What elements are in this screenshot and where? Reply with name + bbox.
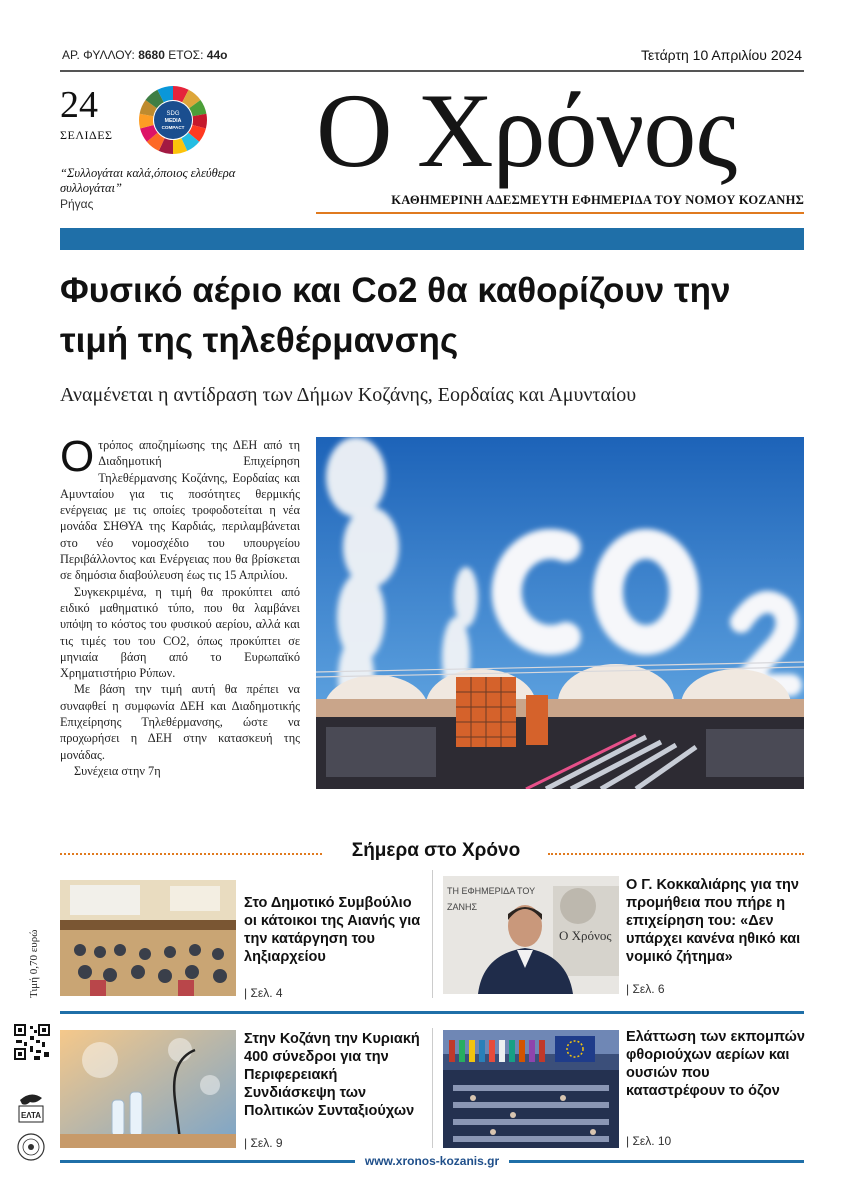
story-2-text[interactable]: Ο Γ. Κοκκαλιάρης για την προμήθεια που πήρε η επιχείρηση του: «Δεν υπάρχει κανένα ηθικό και νομικό ζήτημα» xyxy=(626,877,801,965)
story-3-text[interactable]: Στην Κοζάνη την Κυριακή 400 σύνεδροι για την Περιφερειακή Συνδιάσκεψη των Πολιτικών Συνταξιούχων xyxy=(244,1031,420,1119)
press-seal-icon xyxy=(16,1132,46,1162)
drop-cap: Ο xyxy=(60,432,95,481)
price-text: Τιμή 0,70 ευρώ xyxy=(28,929,40,998)
photo2-caption-2: ΖΑΝΗΣ xyxy=(447,902,478,912)
paragraph-1: τρόπος αποζημίωσης της ΔΕΗ από τη Διαδημοτική Επιχείρηση Τηλεθέρμανσης Κοζάνης, Εορδαίας και Αμυνταίου για τις ποσότητες θερμικής ενέργειας με τις οποίες τροφοδοτείται η νέα μονάδα ΣΗΘΥΑ της Καρδιάς, περιλαμβάνεται στο νέο νομοσχέδιο του υπουργείου Περιβάλλοντος και Ενέργειας που θα βρίσκεται σε δημόσια διαβούλευση έως τις 15 Απριλίου. xyxy=(60,438,300,583)
lead-image xyxy=(316,437,804,789)
continued-note: Συνέχεια στην 7η xyxy=(74,763,161,778)
footer-website[interactable] xyxy=(60,1154,804,1168)
orange-rule xyxy=(316,212,804,214)
story-1-text[interactable]: Στο Δημοτικό Συμβούλιο οι κάτοικοι της Αιανής για την κατάργηση του ληξιαρχείου xyxy=(244,895,421,965)
year-label: ΕΤΟΣ: xyxy=(168,48,204,62)
lead-subheadline: Αναμένεται η αντίδραση των Δήμων Κοζάνης, Εορδαίας και Αμυνταίου xyxy=(60,384,637,406)
story-4-thumbnail[interactable] xyxy=(443,1030,619,1148)
section-dotted-rule-left xyxy=(60,853,322,855)
pages-label: ΣΕΛΙΔΕΣ xyxy=(60,128,113,142)
issue-label: ΑΡ. ΦΥΛΛΟΥ: xyxy=(62,48,135,62)
quote-author: Ρήγας xyxy=(60,197,94,211)
story-3-page: | Σελ. 9 xyxy=(244,1136,283,1150)
section-dotted-rule-right xyxy=(548,853,804,855)
newspaper-title: Ο Χρόνος xyxy=(316,72,737,189)
svg-text:SDG: SDG xyxy=(166,111,180,117)
svg-text:COMPACT: COMPACT xyxy=(161,125,185,130)
story-4-text[interactable]: Ελάττωση των εκπομπών φθοριούχων αερίων και ουσιών που καταστρέφουν το όζον xyxy=(626,1029,805,1099)
pages-number: 24 xyxy=(60,84,98,126)
blue-band xyxy=(60,228,804,250)
story-4-page: | Σελ. 10 xyxy=(626,1134,672,1148)
issue-date: Τετάρτη 10 Απριλίου 2024 xyxy=(641,47,802,63)
paragraph-2: Συγκεκριμένα, η τιμή θα προκύπτει από ειδικό μαθηματικό τύπο, που θα λαμβάνει υπόψη το κόστος του φυσικού αερίου, αλλά και τις τιμές του του CO2, όπως προκύπτει σε μηνιαία βάση από το Ευρωπαϊκό Χρηματιστήριο Ρύπων. xyxy=(60,584,300,681)
issue-number: 8680 xyxy=(138,48,165,62)
sdg-logo-icon xyxy=(137,84,209,156)
today-section-title: Σήμερα στο Χρόνο xyxy=(351,840,521,861)
masthead-quote: “Συλλογάται καλά,όποιος ελεύθερα συλλογάται” xyxy=(60,166,236,195)
paragraph-3: Με βάση την τιμή αυτή θα πρέπει να συναφθεί η συμφωνία ΔΕΗ και Διαδημοτικής Επιχείρησης Τηλεθέρμανσης, ώστε να προχωρήσει η ΔΕΗ στην κατασκευή της μονάδας. xyxy=(60,682,300,762)
newspaper-tagline: ΚΑΘΗΜΕΡΙΝΗ ΑΔΕΣΜΕΥΤΗ ΕΦΗΜΕΡΙΔΑ ΤΟΥ ΝΟΜΟΥ ΚΟΖΑΝΗΣ xyxy=(391,193,804,207)
website-link[interactable]: www.xronos-kozanis.gr xyxy=(355,1154,509,1168)
story-1-thumbnail[interactable] xyxy=(60,880,236,996)
qr-code-icon xyxy=(12,1022,52,1062)
story-2-page: | Σελ. 6 xyxy=(626,982,665,996)
story-3-thumbnail[interactable] xyxy=(60,1030,236,1148)
photo2-caption-1: ΤΗ ΕΦΗΜΕΡΙΔΑ ΤΟΥ xyxy=(447,886,536,896)
lead-article-body xyxy=(60,432,300,779)
elta-logo-icon xyxy=(16,1090,46,1124)
year-value: 44ο xyxy=(206,48,228,62)
photo2-logo: Ο Χρόνος xyxy=(559,928,612,943)
svg-text:MEDIA: MEDIA xyxy=(164,118,182,124)
elta-text: ΕΛΤΑ xyxy=(20,1111,42,1120)
stories-row-divider xyxy=(60,1011,804,1014)
story-2-thumbnail[interactable] xyxy=(443,876,619,994)
story-1-page: | Σελ. 4 xyxy=(244,986,283,1000)
lead-headline: Φυσικό αέριο και Co2 θα καθορίζουν την τιμή της τηλεθέρμανσης xyxy=(60,271,731,360)
issue-info xyxy=(62,48,227,62)
article-paragraph xyxy=(60,432,300,584)
story-column-divider-2 xyxy=(432,1028,433,1148)
price-label xyxy=(28,878,42,998)
story-column-divider xyxy=(432,870,433,998)
